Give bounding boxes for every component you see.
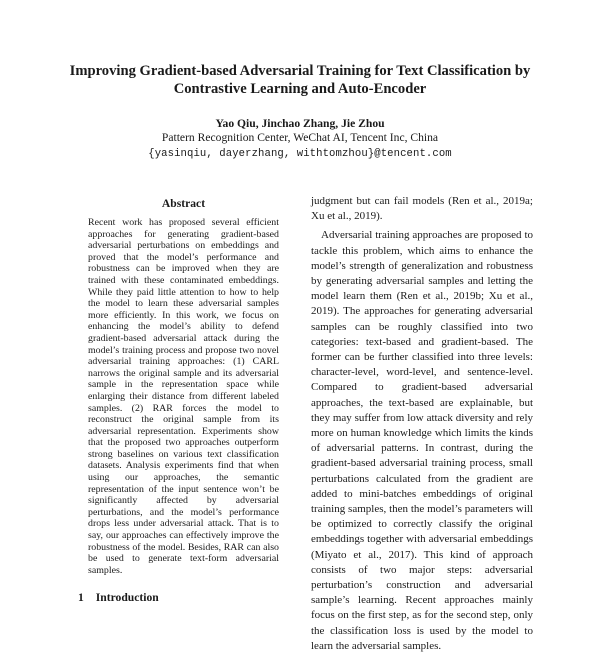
author-list: Yao Qiu, Jinchao Zhang, Jie Zhou (215, 117, 385, 130)
paper-title: Improving Gradient-based Adversarial Training for Text Classification by Contrastive Learning and Auto-Encoder (69, 63, 531, 97)
section-heading-introduction (78, 591, 278, 605)
section-title: Introduction (95, 591, 159, 604)
right-column (311, 194, 533, 654)
section-number: 1 (78, 591, 84, 604)
abstract-text: Recent work has proposed several efficient approaches for generating gradient-based adversarial perturbations on embeddings and proved that the model’s performance and robustness can be improved when they are trained with these contaminated embeddings. While they paid little attention to how to help the model to learn these adversarial samples more efficiently. In this work, we focus on enhancing the model’s ability to defend gradient-based adversarial attack during the model’s training process and propose two novel adversarial training approaches: (1) CARL narrows the original sample and its adversarial sample in the representation space while enlarging their distance from different labeled samples. (2) RAR forces the model to reconstruct the original sample from its adversarial representation. Experiments show that the proposed two approaches outperform strong baselines on various text classification datasets. Analysis experiments find that when using our approaches, the semantic representation of the input sentence won’t be significantly affected by adversarial perturbations, and the model’s performance drops less under adversarial attack. That is to say, our approaches can effectively improve the robustness of the model. Besides, RAR can also be used to generate text-form adversarial samples. (88, 217, 279, 576)
author-emails: {yasinqiu, dayerzhang, withtomzhou}@tencent.com (148, 148, 452, 160)
continuation-text: judgment but can fail models (Ren et al., 2019a; Xu et al., 2019). (311, 195, 533, 223)
affiliation: Pattern Recognition Center, WeChat AI, Tencent Inc, China (161, 131, 439, 144)
body-paragraph: Adversarial training approaches are proposed to tackle this problem, which aims to enhance the model’s strength of generalization and robustness by generating adversarial samples and letting the model learn them (Ren et al., 2019b; Xu et al., 2019). The approaches for generating adversarial samples can be roughly classified into two categories: text-based and gradient-based. The former can be further classified into three levels: character-level, word-level, and sentence-level. Compared to gradient-based adversarial approaches, the text-based are explainable, but they may suffer from low attack diversity and rely more on human knowledge which limits the kinds of adversarial patterns. In contrast, during the gradient-based adversarial training process, small perturbations calculated from the gradient are added to mini-batches embeddings of original training samples, then the model’s parameters will be optimized to correctly classify the original embeddings together with adversarial embeddings (Miyato et al., 2017). This kind of approach consists of two major steps: adversarial perturbation’s construction and adversarial sample’s learning. Recent approaches mainly focus on the first step, as for the second step, only the classification loss is used by the model to learn the adversarial samples. (311, 229, 533, 652)
abstract-heading: Abstract (161, 197, 206, 210)
